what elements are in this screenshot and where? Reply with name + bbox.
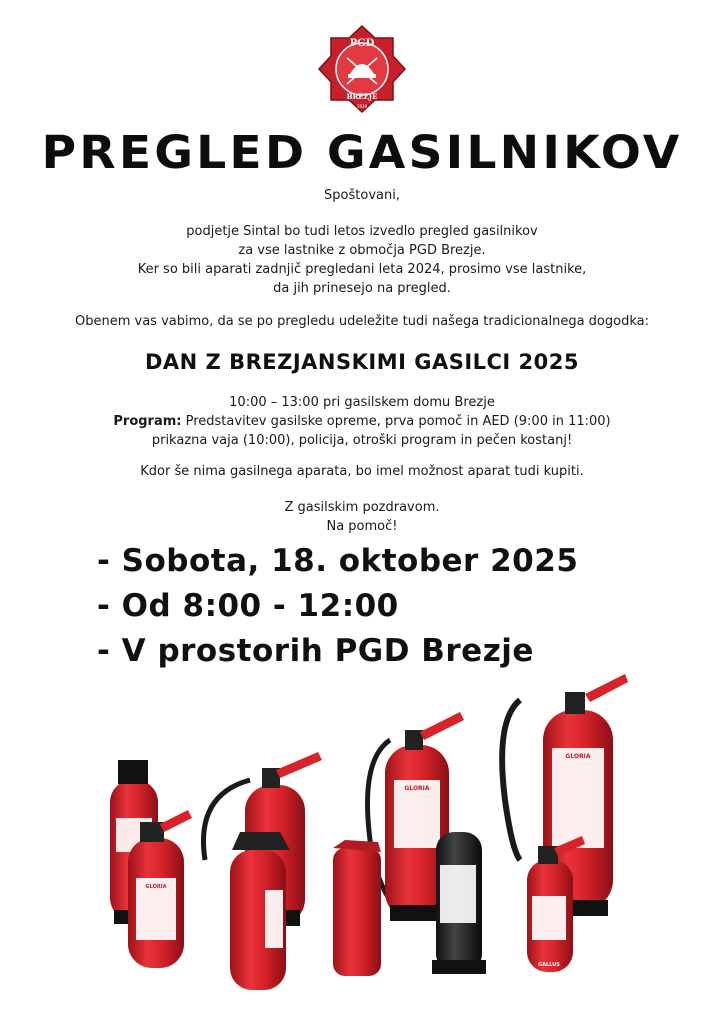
program-label: Program:	[113, 414, 182, 429]
intro-line: da jih prinesejo na pregled.	[273, 281, 451, 296]
fire-extinguishers-image	[0, 660, 724, 1024]
intro-line: Ker so bili aparati zadnjič pregledani leta 2024, prosimo vse lastnike,	[137, 262, 587, 277]
highlight-date: - Sobota, 18. oktober 2025	[97, 543, 579, 579]
invitation-text: Obenem vas vabimo, da se po pregledu udeležite tudi našega tradicionalnega dogodka:	[75, 314, 649, 329]
event-program	[0, 412, 724, 431]
svg-text:GLORIA: GLORIA	[404, 785, 430, 792]
svg-text:GLORIA: GLORIA	[565, 753, 591, 760]
pgd-brezje-logo	[317, 24, 407, 114]
intro-line: podjetje Sintal bo tudi letos izvedlo pregled gasilnikov	[186, 224, 538, 239]
event-title: DAN Z BREZJANSKIMI GASILCI 2025	[144, 350, 580, 374]
svg-text:GLORIA: GLORIA	[145, 884, 167, 890]
intro-line: za vse lastnike z območja PGD Brezje.	[238, 243, 486, 258]
event-details	[0, 393, 724, 450]
page-title: PREGLED GASILNIKOV	[41, 126, 683, 179]
greeting: Spoštovani,	[324, 188, 400, 203]
event-program-line2: prikazna vaja (10:00), policija, otroški program in pečen kostanj!	[151, 433, 573, 448]
intro-paragraph	[0, 222, 724, 298]
closing-line: Na pomoč!	[326, 519, 398, 534]
logo-bottom-text: BREZJE	[346, 92, 378, 101]
closing	[0, 498, 724, 536]
highlight-time: - Od 8:00 - 12:00	[97, 588, 399, 624]
closing-line: Z gasilskim pozdravom.	[284, 500, 440, 515]
logo-top-text: PGD	[349, 38, 375, 49]
extinguisher-aerosol	[333, 840, 381, 976]
highlight-location: - V prostorih PGD Brezje	[97, 633, 534, 669]
purchase-note: Kdor še nima gasilnega aparata, bo imel možnost aparat tudi kupiti.	[140, 464, 584, 479]
extinguisher-black	[432, 832, 486, 974]
logo-year: 1939	[356, 104, 368, 109]
svg-text:GALLUS: GALLUS	[538, 962, 560, 968]
program-text: Predstavitev gasilske opreme, prva pomoč in AED (9:00 in 11:00)	[181, 414, 611, 429]
event-time: 10:00 – 13:00 pri gasilskem domu Brezje	[229, 395, 495, 410]
